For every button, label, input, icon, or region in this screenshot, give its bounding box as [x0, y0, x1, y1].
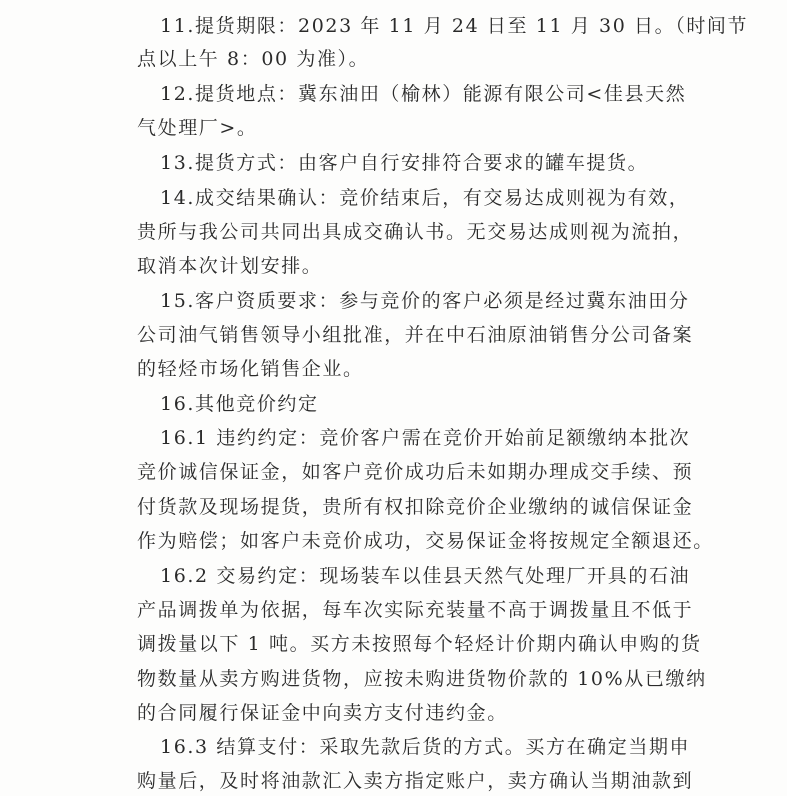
text-line: 购量后，及时将油款汇入卖方指定账户，卖方确认当期油款到: [137, 770, 694, 792]
text-line: 15.客户资质要求：参与竞价的客户必须是经过冀东油田分: [160, 290, 690, 312]
text-line: 作为赔偿；如客户未竞价成功，交易保证金将按规定全额退还。: [137, 530, 714, 552]
text-line: 贵所与我公司共同出具成交确认书。无交易达成则视为流拍，: [137, 221, 694, 243]
text-line: 竞价诚信保证金，如客户竞价成功后未如期办理成交手续、预: [137, 461, 694, 483]
text-line: 气处理厂>。: [137, 117, 258, 139]
text-line: 的轻烃市场化销售企业。: [137, 358, 364, 380]
text-line: 16.2 交易约定：现场装车以佳县天然气处理厂开具的石油: [160, 565, 691, 587]
text-line: 调拨量以下 1 吨。买方未按照每个轻烃计价期内确认申购的货: [137, 633, 702, 655]
text-line: 公司油气销售领导小组批准，并在中石油原油销售分公司备案: [137, 324, 694, 346]
text-line: 16.1 违约约定：竞价客户需在竞价开始前足额缴纳本批次: [160, 427, 691, 449]
text-line: 13.提货方式：由客户自行安排符合要求的罐车提货。: [160, 152, 649, 174]
text-line: 12.提货地点：冀东油田（榆林）能源有限公司<佳县天然: [160, 83, 687, 105]
text-line: 的合同履行保证金中向卖方支付违约金。: [137, 702, 508, 724]
text-line: 物数量从卖方购进货物，应按未购进货物价款的 10%从已缴纳: [137, 668, 707, 690]
text-line: 11.提货期限：2023 年 11 月 24 日至 11 月 30 日。（时间节: [160, 15, 749, 37]
text-line: 16.3 结算支付：采取先款后货的方式。买方在确定当期申: [160, 736, 691, 758]
text-line: 16.其他竞价约定: [160, 393, 319, 415]
text-line: 点以上午 8：00 为准）。: [137, 48, 370, 70]
text-line: 14.成交结果确认：竞价结束后，有交易达成则视为有效，: [160, 187, 690, 209]
text-line: 取消本次计划安排。: [137, 255, 323, 277]
text-line: 付货款及现场提货，贵所有权扣除竞价企业缴纳的诚信保证金: [137, 496, 694, 518]
text-line: 产品调拨单为依据，每车次实际充装量不高于调拨量且不低于: [137, 599, 694, 621]
